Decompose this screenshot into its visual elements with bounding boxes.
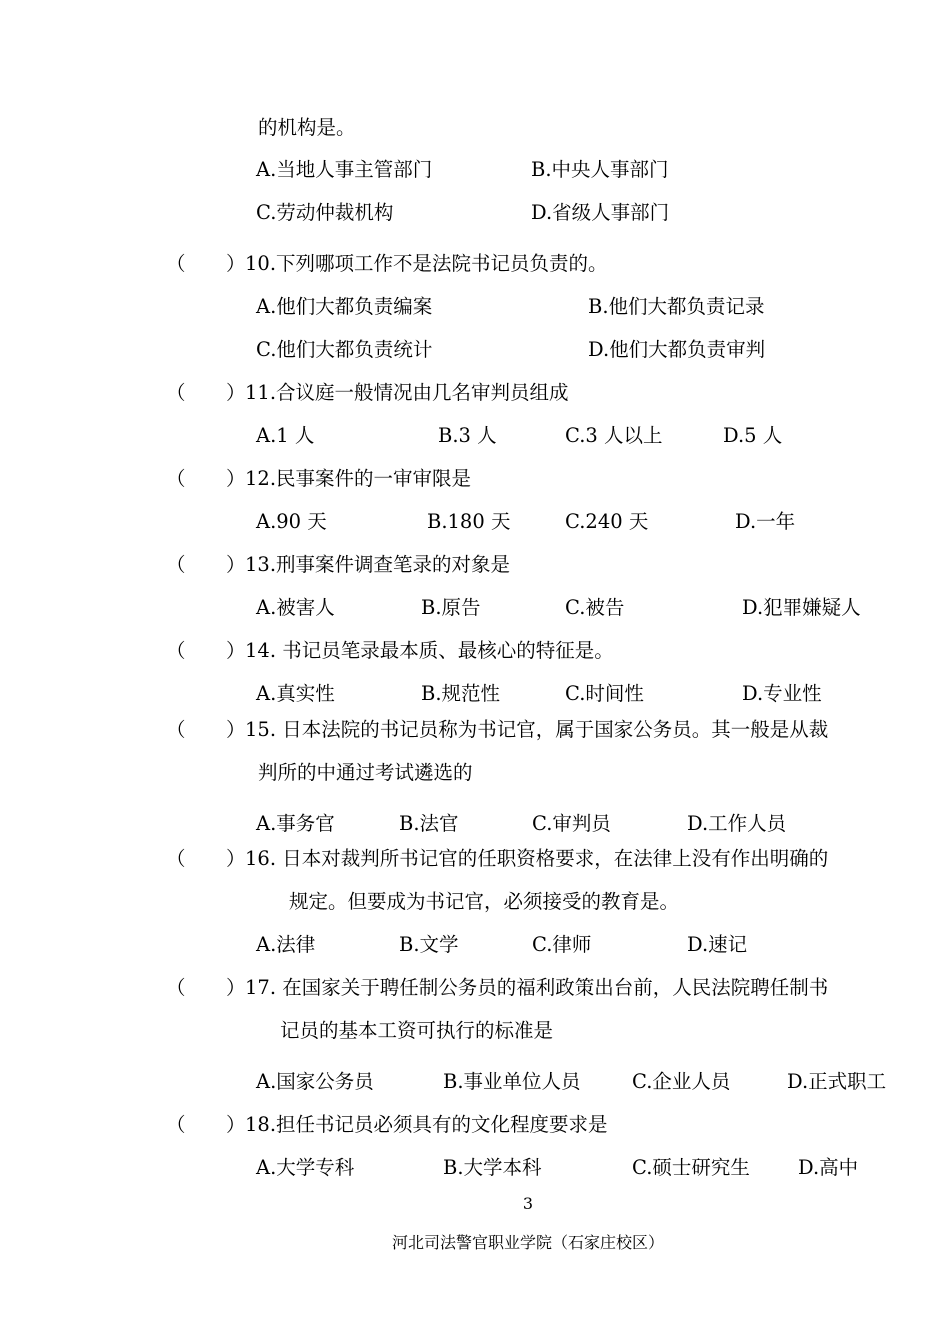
answer-bracket-open: （ xyxy=(166,553,186,576)
option-b: B.文学 xyxy=(399,933,459,956)
answer-bracket-close: ） xyxy=(226,252,246,275)
option-c: C.被告 xyxy=(565,596,625,619)
answer-bracket-open: （ xyxy=(166,639,186,662)
page-number: 3 xyxy=(522,1194,534,1213)
answer-bracket-open: （ xyxy=(166,252,186,275)
option-a: A.事务官 xyxy=(256,812,335,835)
option-b: B.他们大都负责记录 xyxy=(588,295,765,318)
answer-bracket-close: ） xyxy=(226,639,246,662)
option-b: B.规范性 xyxy=(421,682,501,705)
question-stem-continuation: 记员的基本工资可执行的标准是 xyxy=(280,1019,554,1042)
answer-bracket-close: ） xyxy=(226,553,246,576)
answer-bracket-open: （ xyxy=(166,467,186,490)
question-stem: 17. 在国家关于聘任制公务员的福利政策出台前，人民法院聘任制书 xyxy=(245,976,829,999)
question-stem: 14. 书记员笔录最本质、最核心的特征是。 xyxy=(245,639,614,662)
option-d: D.速记 xyxy=(687,933,748,956)
option-b: B.大学本科 xyxy=(443,1156,542,1179)
option-b: B.3 人 xyxy=(438,424,497,447)
answer-bracket-open: （ xyxy=(166,847,186,870)
answer-bracket-open: （ xyxy=(166,718,186,741)
option-b: B.180 天 xyxy=(427,510,511,533)
option-d: D.正式职工 xyxy=(787,1070,887,1093)
option-c: C.他们大都负责统计 xyxy=(256,338,433,361)
answer-bracket-open: （ xyxy=(166,381,186,404)
option-b: B.事业单位人员 xyxy=(443,1070,581,1093)
answer-bracket-close: ） xyxy=(226,718,246,741)
option-c: C.240 天 xyxy=(565,510,649,533)
option-a: A.真实性 xyxy=(256,682,335,705)
question-stem: 10.下列哪项工作不是法院书记员负责的。 xyxy=(245,252,608,275)
answer-bracket-close: ） xyxy=(226,1113,246,1136)
answer-bracket-close: ） xyxy=(226,467,246,490)
option-c: C.3 人以上 xyxy=(565,424,663,447)
option-a: A.被害人 xyxy=(256,596,335,619)
option-d: D.工作人员 xyxy=(687,812,787,835)
option-d: D.专业性 xyxy=(742,682,822,705)
answer-bracket-close: ） xyxy=(226,976,246,999)
question-stem: 11.合议庭一般情况由几名审判员组成 xyxy=(245,381,569,404)
question-stem: 16. 日本对裁判所书记官的任职资格要求，在法律上没有作出明确的 xyxy=(245,847,829,870)
question-stem: 13.刑事案件调查笔录的对象是 xyxy=(245,553,511,576)
question-stem-continuation: 判所的中通过考试遴选的 xyxy=(258,761,473,784)
answer-bracket-open: （ xyxy=(166,976,186,999)
option-d: D.犯罪嫌疑人 xyxy=(742,596,861,619)
question-stem: 18.担任书记员必须具有的文化程度要求是 xyxy=(245,1113,608,1136)
answer-bracket-open: （ xyxy=(166,1113,186,1136)
option-b: B.原告 xyxy=(421,596,481,619)
option-a: A.国家公务员 xyxy=(256,1070,374,1093)
option-d: D.他们大都负责审判 xyxy=(588,338,766,361)
option-a: A.他们大都负责编案 xyxy=(256,295,433,318)
option-c: C.审判员 xyxy=(532,812,611,835)
question-stem: 12.民事案件的一审审限是 xyxy=(245,467,472,490)
option-c: C.企业人员 xyxy=(632,1070,731,1093)
option-c: C.时间性 xyxy=(565,682,644,705)
option-c: C.律师 xyxy=(532,933,592,956)
question-stem-continuation: 的机构是。 xyxy=(258,116,356,139)
question-stem-continuation: 规定。但要成为书记官，必须接受的教育是。 xyxy=(289,890,680,913)
option-a: A.法律 xyxy=(256,933,316,956)
option-a: A.1 人 xyxy=(256,424,315,447)
option-a: A.大学专科 xyxy=(256,1156,355,1179)
option-b: B.法官 xyxy=(399,812,459,835)
option-d: D.一年 xyxy=(735,510,796,533)
option-d: D.省级人事部门 xyxy=(531,201,670,224)
answer-bracket-close: ） xyxy=(226,381,246,404)
footer-institution: 河北司法警官职业学院（石家庄校区） xyxy=(391,1233,664,1252)
option-a: A.90 天 xyxy=(256,510,327,533)
option-a: A.当地人事主管部门 xyxy=(256,158,433,181)
option-b: B.中央人事部门 xyxy=(531,158,669,181)
option-c: C.硕士研究生 xyxy=(632,1156,750,1179)
question-stem: 15. 日本法院的书记员称为书记官，属于国家公务员。其一般是从裁 xyxy=(245,718,829,741)
option-d: D.高中 xyxy=(798,1156,859,1179)
answer-bracket-close: ） xyxy=(226,847,246,870)
option-d: D.5 人 xyxy=(723,424,783,447)
option-c: C.劳动仲裁机构 xyxy=(256,201,394,224)
